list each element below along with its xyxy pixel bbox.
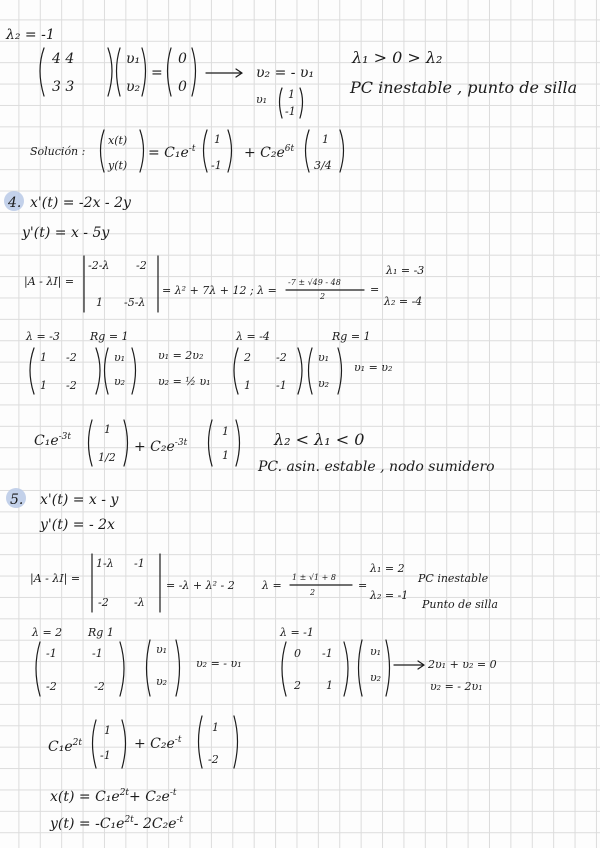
sol-xy-bracket-right [140,130,144,172]
ex4-lambda2: λ₂ = -4 [384,295,423,308]
ex4-case2-bracket-right [298,348,302,394]
ex4-frac-den: 2 [320,292,326,301]
ex4-lambda1: λ₁ = -3 [386,264,425,277]
ex5-case1-rank: Rg 1 [88,626,114,639]
ex5-char-poly: = -λ + λ² - 2 [166,579,235,592]
ex4-c2-m11: 2 [244,351,251,364]
ex4-eq-sign: = [370,283,380,296]
ex5-eq-sign: = [358,579,368,592]
ex5-case2-bracket-left [282,642,286,696]
ex4-c1-relation-2: υ₂ = ½ υ₁ [158,375,211,388]
ex4-sol-v1-bracket-right [124,420,128,466]
ex4-case1-rank: Rg = 1 [90,330,129,343]
ex4-case2-vec-left [309,348,313,394]
ex4-m21: 1 [96,296,103,309]
ex5-c1-m11: -1 [46,647,57,660]
sol-v1-bracket-right [228,130,232,172]
top-zero-bracket-left [168,48,172,96]
solution-v2-top: 1 [322,133,329,146]
ex5-classification-1: PC inestable [418,572,489,585]
ex5-case2-bracket-right [344,642,348,696]
ex5-y-sol-text: y(t) = -C₁e [50,816,125,832]
eigenvector-label: υ₁ [256,93,268,106]
ex4-sol-exp1: -3t [58,432,71,442]
ex5-sol-v2-bracket-right [234,716,238,768]
eigenvector-top: 1 [288,88,295,101]
solution-term2-text: + C₂e [244,145,285,161]
top-eigen-bracket-right [300,88,303,118]
ex4-classification: PC. asin. estable , nodo sumidero [258,459,495,475]
ex5-frac-den: 2 [310,588,316,597]
solution-v2-bottom: 3/4 [314,159,332,172]
solution-v1-top: 1 [214,133,221,146]
ex4-c2-relation: υ₁ = υ₂ [354,361,393,374]
ex4-sol-v1-top: 1 [104,423,111,436]
ex5-y-mid: - 2C₂e [133,816,177,832]
ex5-sol-v1-bracket-left [93,720,97,768]
ex4-case1-bracket-right [96,348,100,394]
ex4-sol-plus: + C₂e [134,439,175,455]
ex4-c1-m12: -2 [66,351,77,364]
zero-bottom: 0 [178,79,187,95]
ex4-case2-rank: Rg = 1 [332,330,371,343]
ex4-equation-1: x'(t) = -2x - 2y [30,195,131,211]
ex4-c1-m22: -2 [66,379,77,392]
matrix-row-1: 4 4 [52,51,75,67]
ex5-lambda-eq: λ = [262,579,282,592]
ex5-c1-v2: υ₂ [156,675,168,688]
ex5-x-sol-text: x(t) = C₁e [50,789,120,805]
ex5-case2-vec-right [386,640,390,696]
ex4-case1-vec-right [132,348,136,394]
ex5-c1-m22: -2 [94,680,105,693]
ex4-char-poly: = λ² + 7λ + 12 ; λ = [162,284,277,297]
relation-v2-v1: υ₂ = - υ₁ [256,65,315,81]
ex5-sol-c1: C₁e [48,739,73,755]
ex5-case1-bracket-right [120,642,124,696]
ex4-c2-m22: -1 [276,379,287,392]
solution-x: x(t) [108,134,128,147]
ex4-det-label: |A - λI| = [24,275,75,288]
ex4-m11: -2-λ [88,259,110,272]
top-vector-bracket-left [117,48,121,96]
ex5-c1-relation: υ₂ = - υ₁ [196,657,242,670]
sol-xy-bracket-left [101,130,105,172]
ex4-sol-v2-bracket-right [236,420,240,466]
sol-v2-bracket-left [306,130,310,172]
ex5-lambda1: λ₁ = 2 [370,562,405,575]
ex5-m12: -1 [134,557,145,570]
ex5-case2-lambda: λ = -1 [280,626,314,639]
ex4-c1-m11: 1 [40,351,47,364]
equals-sign: = [151,65,163,81]
ex5-sol-exp2: -t [174,735,182,745]
ex4-case1-vec-left [105,348,109,394]
ex5-frac-num: 1 ± √1 + 8 [292,573,336,582]
ex5-c1-v1: υ₁ [156,643,168,656]
ex5-sol-v2-top: 1 [212,721,219,734]
ex5-det-label: |A - λI| = [30,572,81,585]
ex5-sol-plus: + C₂e [134,736,175,752]
ex5-sol-v1-bracket-right [122,720,126,768]
ex4-sol-exp2: -3t [174,438,188,448]
ex5-case2-vec-left [359,640,363,696]
top-matrix-bracket-right [108,48,112,96]
solution-exp2: 6t [284,144,295,154]
ex4-sol-v1-bracket-left [89,420,93,466]
ex5-equation-2: y'(t) = - 2x [40,517,115,533]
ex5-c1-m12: -1 [92,647,103,660]
ex5-classification-2: Punto de silla [422,598,498,611]
ex5-m22: -λ [134,596,145,609]
lambda2-value: λ₂ = -1 [6,27,55,43]
ex4-sol-v2-bottom: 1 [222,449,229,462]
ex5-y-exp2: -t [176,815,184,825]
top-eigen-bracket-left [280,88,283,118]
top-zero-bracket-right [192,48,196,96]
ex5-c2-m21: 2 [294,679,301,692]
ex4-case1-lambda: λ = -3 [26,330,60,343]
ex4-c1-v1: υ₁ [114,351,126,364]
ex5-c2-m12: -1 [322,647,333,660]
ex4-sol-v2-bracket-left [209,420,213,466]
solution-term1-text: = C₁e [148,145,189,161]
ex5-lambda2: λ₂ = -1 [370,589,409,602]
ex4-c2-m21: 1 [244,379,251,392]
sol-v1-bracket-left [204,130,208,172]
ex5-c2-relation-1: 2υ₁ + υ₂ = 0 [428,658,497,671]
ex4-c2-m12: -2 [276,351,287,364]
ex4-c2-v1: υ₁ [318,351,330,364]
ex5-case1-bracket-left [36,642,40,696]
ex5-c2-v2: υ₂ [370,671,382,684]
ex4-c2-v2: υ₂ [318,377,330,390]
ex5-c2-v1: υ₁ [370,645,382,658]
top-vector-bracket-right [142,48,146,96]
ex5-case2-arrow [394,661,424,669]
zero-top: 0 [178,51,187,67]
ex4-frac-num: -7 ± √49 - 48 [288,278,341,287]
top-arrow [206,69,242,77]
ex5-sol-v2-bracket-left [199,716,203,768]
ex4-c1-m21: 1 [40,379,47,392]
solution-y: y(t) [108,159,128,172]
vector-v1: υ₁ [126,51,141,67]
matrix-row-2: 3 3 [52,79,75,95]
ex5-equation-1: x'(t) = x - y [40,492,119,508]
exercise-5-number: 5. [10,492,24,508]
ex5-sol-v2-bottom: -2 [208,753,219,766]
solution-label: Solución : [30,145,86,158]
ex5-sol-v1-top: 1 [104,724,111,737]
top-classification: PC inestable , punto de silla [350,78,578,97]
ex5-x-exp2: -t [169,788,177,798]
ex4-case2-bracket-left [234,348,238,394]
vector-v2: υ₂ [126,79,141,95]
ex5-case1-vec-left [147,640,151,696]
ex5-case1-lambda: λ = 2 [32,626,63,639]
eigenvector-bottom: -1 [285,105,296,118]
ex4-case2-lambda: λ = -4 [236,330,270,343]
ex4-inequality: λ₂ < λ₁ < 0 [274,430,365,449]
ex5-case1-vec-right [176,640,180,696]
ex4-c1-relation-1: υ₁ = 2υ₂ [158,349,204,362]
ex4-m12: -2 [136,259,147,272]
ex5-c2-m22: 1 [326,679,333,692]
ex5-x-mid: + C₂e [129,789,170,805]
eigenvalue-inequality: λ₁ > 0 > λ₂ [352,48,443,67]
ex4-case2-vec-right [338,348,342,394]
ex5-sol-v1-bottom: -1 [100,749,111,762]
ex5-m11: 1-λ [96,557,114,570]
ex5-y-exp1: 2t [124,815,134,825]
ex4-equation-2: y'(t) = x - 5y [22,225,110,241]
ex4-sol-v2-top: 1 [222,425,229,438]
exercise-4-number: 4. [8,195,22,211]
ex5-m21: -2 [98,596,109,609]
ex4-m22: -5-λ [124,296,146,309]
ex5-c2-relation-2: υ₂ = - 2υ₁ [430,680,483,693]
ex5-x-exp1: 2t [119,788,130,798]
ex4-case1-bracket-left [30,348,34,394]
top-matrix-bracket-left [40,48,44,96]
ex4-sol-c1: C₁e [34,433,59,449]
ex4-sol-v1-bottom: 1/2 [98,451,116,464]
solution-v1-bottom: -1 [211,159,222,172]
solution-exp1: -t [188,144,196,154]
ex5-sol-exp1: 2t [72,738,82,748]
ex5-c1-m21: -2 [46,680,57,693]
ex4-c1-v2: υ₂ [114,375,126,388]
ex5-c2-m11: 0 [294,647,301,660]
sol-v2-bracket-right [340,130,344,172]
